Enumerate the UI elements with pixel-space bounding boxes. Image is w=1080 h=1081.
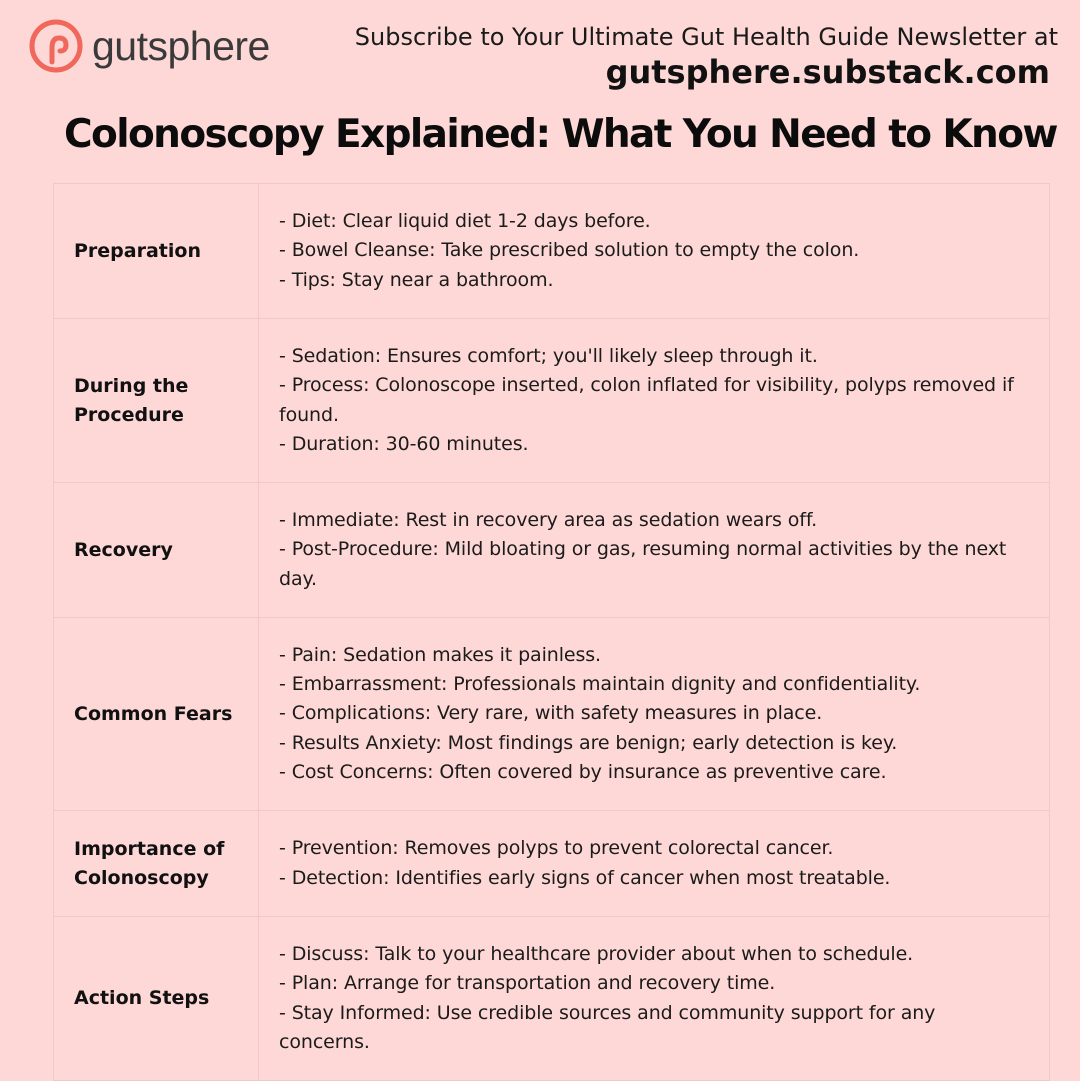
row-category: Importance of Colonoscopy xyxy=(54,811,259,917)
list-item: - Discuss: Talk to your healthcare provider about when to schedule. xyxy=(279,943,914,966)
list-item: - Embarrassment: Professionals maintain dignity and confidentiality. xyxy=(279,673,921,696)
table-row xyxy=(54,483,1050,618)
row-description xyxy=(259,319,1050,483)
row-description xyxy=(259,618,1050,811)
list-item: - Stay Informed: Use credible sources and community support for any concerns. xyxy=(279,1001,936,1053)
list-item: - Diet: Clear liquid diet 1-2 days before. xyxy=(279,210,651,233)
subscribe-text: Subscribe to Your Ultimate Gut Health Guide Newsletter at xyxy=(354,23,1058,51)
info-table xyxy=(53,183,1050,1081)
list-item: - Tips: Stay near a bathroom. xyxy=(279,268,554,291)
newsletter-url[interactable]: gutsphere.substack.com xyxy=(605,53,1050,91)
row-category: During the Procedure xyxy=(54,319,259,483)
row-category: Common Fears xyxy=(54,618,259,811)
row-category: Action Steps xyxy=(54,917,259,1081)
gut-logo-icon xyxy=(28,18,84,74)
list-item: - Results Anxiety: Most findings are benign; early detection is key. xyxy=(279,731,898,754)
table-row xyxy=(54,618,1050,811)
table-row xyxy=(54,319,1050,483)
page-title: Colonoscopy Explained: What You Need to Know xyxy=(64,112,1057,157)
brand-name: gutsphere xyxy=(92,22,270,69)
list-item: - Duration: 30-60 minutes. xyxy=(279,432,529,455)
list-item: - Prevention: Removes polyps to prevent colorectal cancer. xyxy=(279,837,834,860)
list-item: - Immediate: Rest in recovery area as sedation wears off. xyxy=(279,509,818,532)
list-item: - Sedation: Ensures comfort; you'll likely sleep through it. xyxy=(279,345,818,368)
row-description xyxy=(259,811,1050,917)
table-row xyxy=(54,184,1050,319)
list-item: - Bowel Cleanse: Take prescribed solution to empty the colon. xyxy=(279,239,860,262)
table-row xyxy=(54,811,1050,917)
list-item: - Pain: Sedation makes it painless. xyxy=(279,643,601,666)
list-item: - Detection: Identifies early signs of cancer when most treatable. xyxy=(279,866,891,889)
row-description xyxy=(259,184,1050,319)
row-description xyxy=(259,483,1050,618)
list-item: - Post-Procedure: Mild bloating or gas, resuming normal activities by the next day. xyxy=(279,538,1007,590)
list-item: - Process: Colonoscope inserted, colon inflated for visibility, polyps removed if found. xyxy=(279,374,1014,426)
list-item: - Cost Concerns: Often covered by insurance as preventive care. xyxy=(279,760,887,783)
row-category: Recovery xyxy=(54,483,259,618)
row-category: Preparation xyxy=(54,184,259,319)
brand-logo xyxy=(28,18,270,74)
list-item: - Plan: Arrange for transportation and recovery time. xyxy=(279,972,776,995)
list-item: - Complications: Very rare, with safety measures in place. xyxy=(279,702,823,725)
table-row xyxy=(54,917,1050,1081)
row-description xyxy=(259,917,1050,1081)
